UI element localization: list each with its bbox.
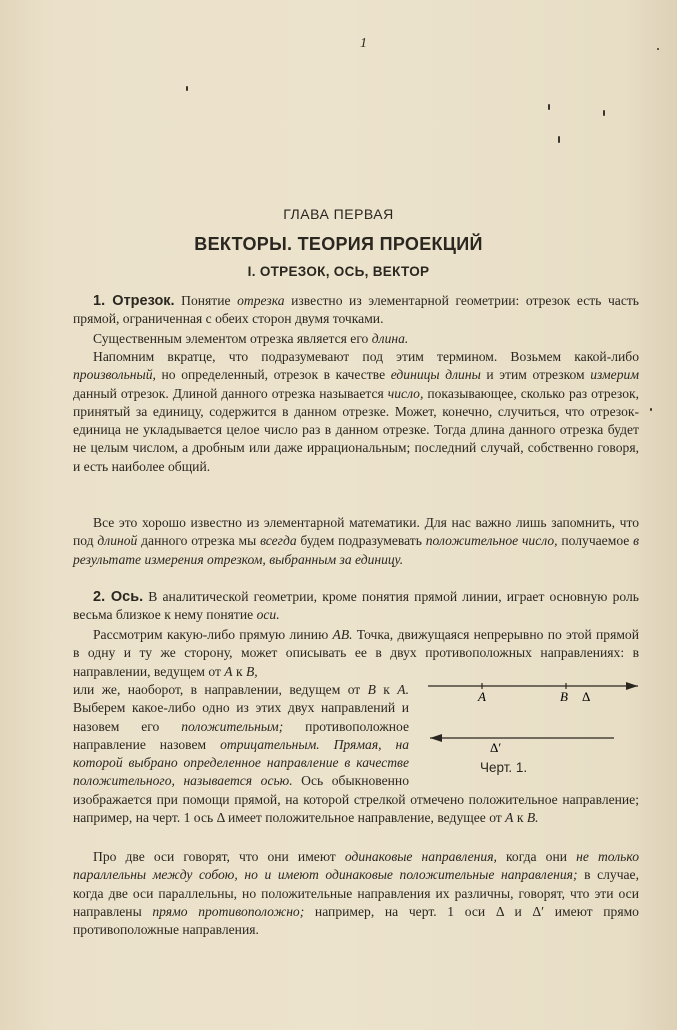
emphasis: B xyxy=(367,682,376,697)
label-delta-prime: Δ′ xyxy=(490,740,502,755)
emphasis: произвольный, xyxy=(73,367,156,383)
text: Все это хорошо известно из элементарной математики. Для нас важно лишь запомнить, что под xyxy=(73,515,639,549)
subsection-heading: 2. Ось. xyxy=(93,589,144,605)
emphasis: длина. xyxy=(371,331,409,346)
emphasis: B, xyxy=(246,663,258,679)
text: или же, наоборот, в направлении, ведущем от xyxy=(73,682,368,697)
text: противоположное направление назовем xyxy=(73,718,409,752)
emphasis: A. xyxy=(397,682,409,697)
label-delta: Δ xyxy=(582,689,591,704)
emphasis: в результате измерения отрезком, выбранным за единицу. xyxy=(73,533,640,567)
text: и этим отрезком xyxy=(480,367,591,383)
subsection-heading: 1. Отрезок. xyxy=(93,293,175,309)
paragraph-2 xyxy=(73,330,639,348)
text: к xyxy=(375,682,398,697)
text: данного отрезка мы xyxy=(137,533,261,549)
emphasis: длиной xyxy=(97,533,138,549)
emphasis: число, xyxy=(387,385,424,401)
paragraph-4 xyxy=(73,514,639,569)
arrow-left-icon xyxy=(430,734,442,742)
text: в случае, когда две оси параллельны, но положительные направления их различны, говорят, что эти оси направлены xyxy=(73,867,639,919)
emphasis: не только параллельны между собою, но и имеют одинаковые положительные направления; xyxy=(73,849,639,883)
label-a: A xyxy=(478,689,486,704)
emphasis: всегда xyxy=(260,533,297,549)
text: будем подразумевать xyxy=(296,533,426,549)
text: показывающее, сколько раз отрезок, принятый за единицу, содержится в данном отрезке. Может, конечно, случиться, что отрезок-единица не укладывается целое число раз в данном отрезке. Тогда длина данного отрезка будет не целым числом, а дробным или даже иррациональным; последний случай, собственно говоря, и есть наиболее общий. xyxy=(73,385,639,474)
paragraph-3 xyxy=(73,348,639,476)
text: Ось обыкновенно изображается при помощи прямой, на которой стрелкой отмечено положительное направление; например, на черт. 1 ось Δ имеет положительное направление, ведущее от xyxy=(73,773,639,826)
emphasis: отрезка xyxy=(237,293,285,308)
emphasis: A xyxy=(505,810,514,826)
text: Точка, движущаяся непрерывно по этой прямой в одну и ту же сторону, может описывать ее в двух противоположных направлениях: в направлении, ведущем от xyxy=(73,627,639,679)
paragraph-5 xyxy=(73,588,639,625)
text: В аналитической геометрии, кроме понятия прямой линии, играет основную роль весьма близкое к нему понятие xyxy=(73,589,639,623)
emphasis: отрицательным. Прямая, на которой выбрано определенное направление в качестве положительного, называется осью. xyxy=(73,736,409,789)
text: когда они xyxy=(496,849,577,864)
figure-caption: Черт. 1. xyxy=(480,760,528,775)
text: Понятие xyxy=(174,293,238,308)
text: но определенный, отрезок в качестве xyxy=(155,367,391,383)
emphasis: положительным; xyxy=(181,718,284,734)
emphasis: положительное число, xyxy=(425,533,558,549)
emphasis: оси. xyxy=(256,607,280,623)
emphasis: AB. xyxy=(332,627,353,642)
emphasis: прямо противоположно; xyxy=(152,903,305,919)
emphasis: измерим xyxy=(590,367,639,383)
emphasis: B. xyxy=(526,810,539,826)
paper-speck xyxy=(186,86,188,91)
text: данный отрезок. Длиной данного отрезка называется xyxy=(73,385,388,401)
paper-speck xyxy=(548,104,550,110)
label-b: B xyxy=(560,689,568,704)
text: например, на черт. 1 оси Δ и Δ′ имеют прямо противоположные направления. xyxy=(73,903,639,938)
paragraph-8 xyxy=(73,848,639,939)
emphasis: одинаковые направления, xyxy=(344,849,497,864)
section-heading: I. ОТРЕЗОК, ОСЬ, ВЕКТОР xyxy=(247,264,430,279)
chapter-title: ВЕКТОРЫ. ТЕОРИЯ ПРОЕКЦИЙ xyxy=(194,234,483,254)
text: к xyxy=(232,663,246,679)
text: Напомним вкратце, что подразумевают под этим термином. Возьмем какой-либо xyxy=(93,349,639,364)
text: Выберем какое-либо одно из этих двух направлений и назовем его xyxy=(73,700,409,734)
text: известно из элементарной геометрии: отрезок есть часть прямой, ограниченная с обеих сторон двумя точками. xyxy=(73,293,639,327)
paper-speck xyxy=(558,136,560,143)
arrow-right-icon xyxy=(626,682,638,690)
paper-speck xyxy=(657,48,659,50)
chapter-heading: ГЛАВА ПЕРВАЯ xyxy=(283,206,394,222)
emphasis: единицы длины xyxy=(390,367,481,383)
text: получаемое xyxy=(557,533,634,549)
paper-speck xyxy=(650,408,652,411)
paper-speck xyxy=(603,110,605,116)
emphasis: A xyxy=(224,663,233,679)
page-number: 1 xyxy=(360,36,367,51)
paragraph-1 xyxy=(73,292,639,329)
text: к xyxy=(513,810,527,826)
text: Про две оси говорят, что они имеют xyxy=(93,849,345,864)
text: Существенным элементом отрезка является его xyxy=(93,331,372,346)
figure-axes-diagram xyxy=(426,664,640,784)
text: Рассмотрим какую-либо прямую линию xyxy=(93,627,333,642)
